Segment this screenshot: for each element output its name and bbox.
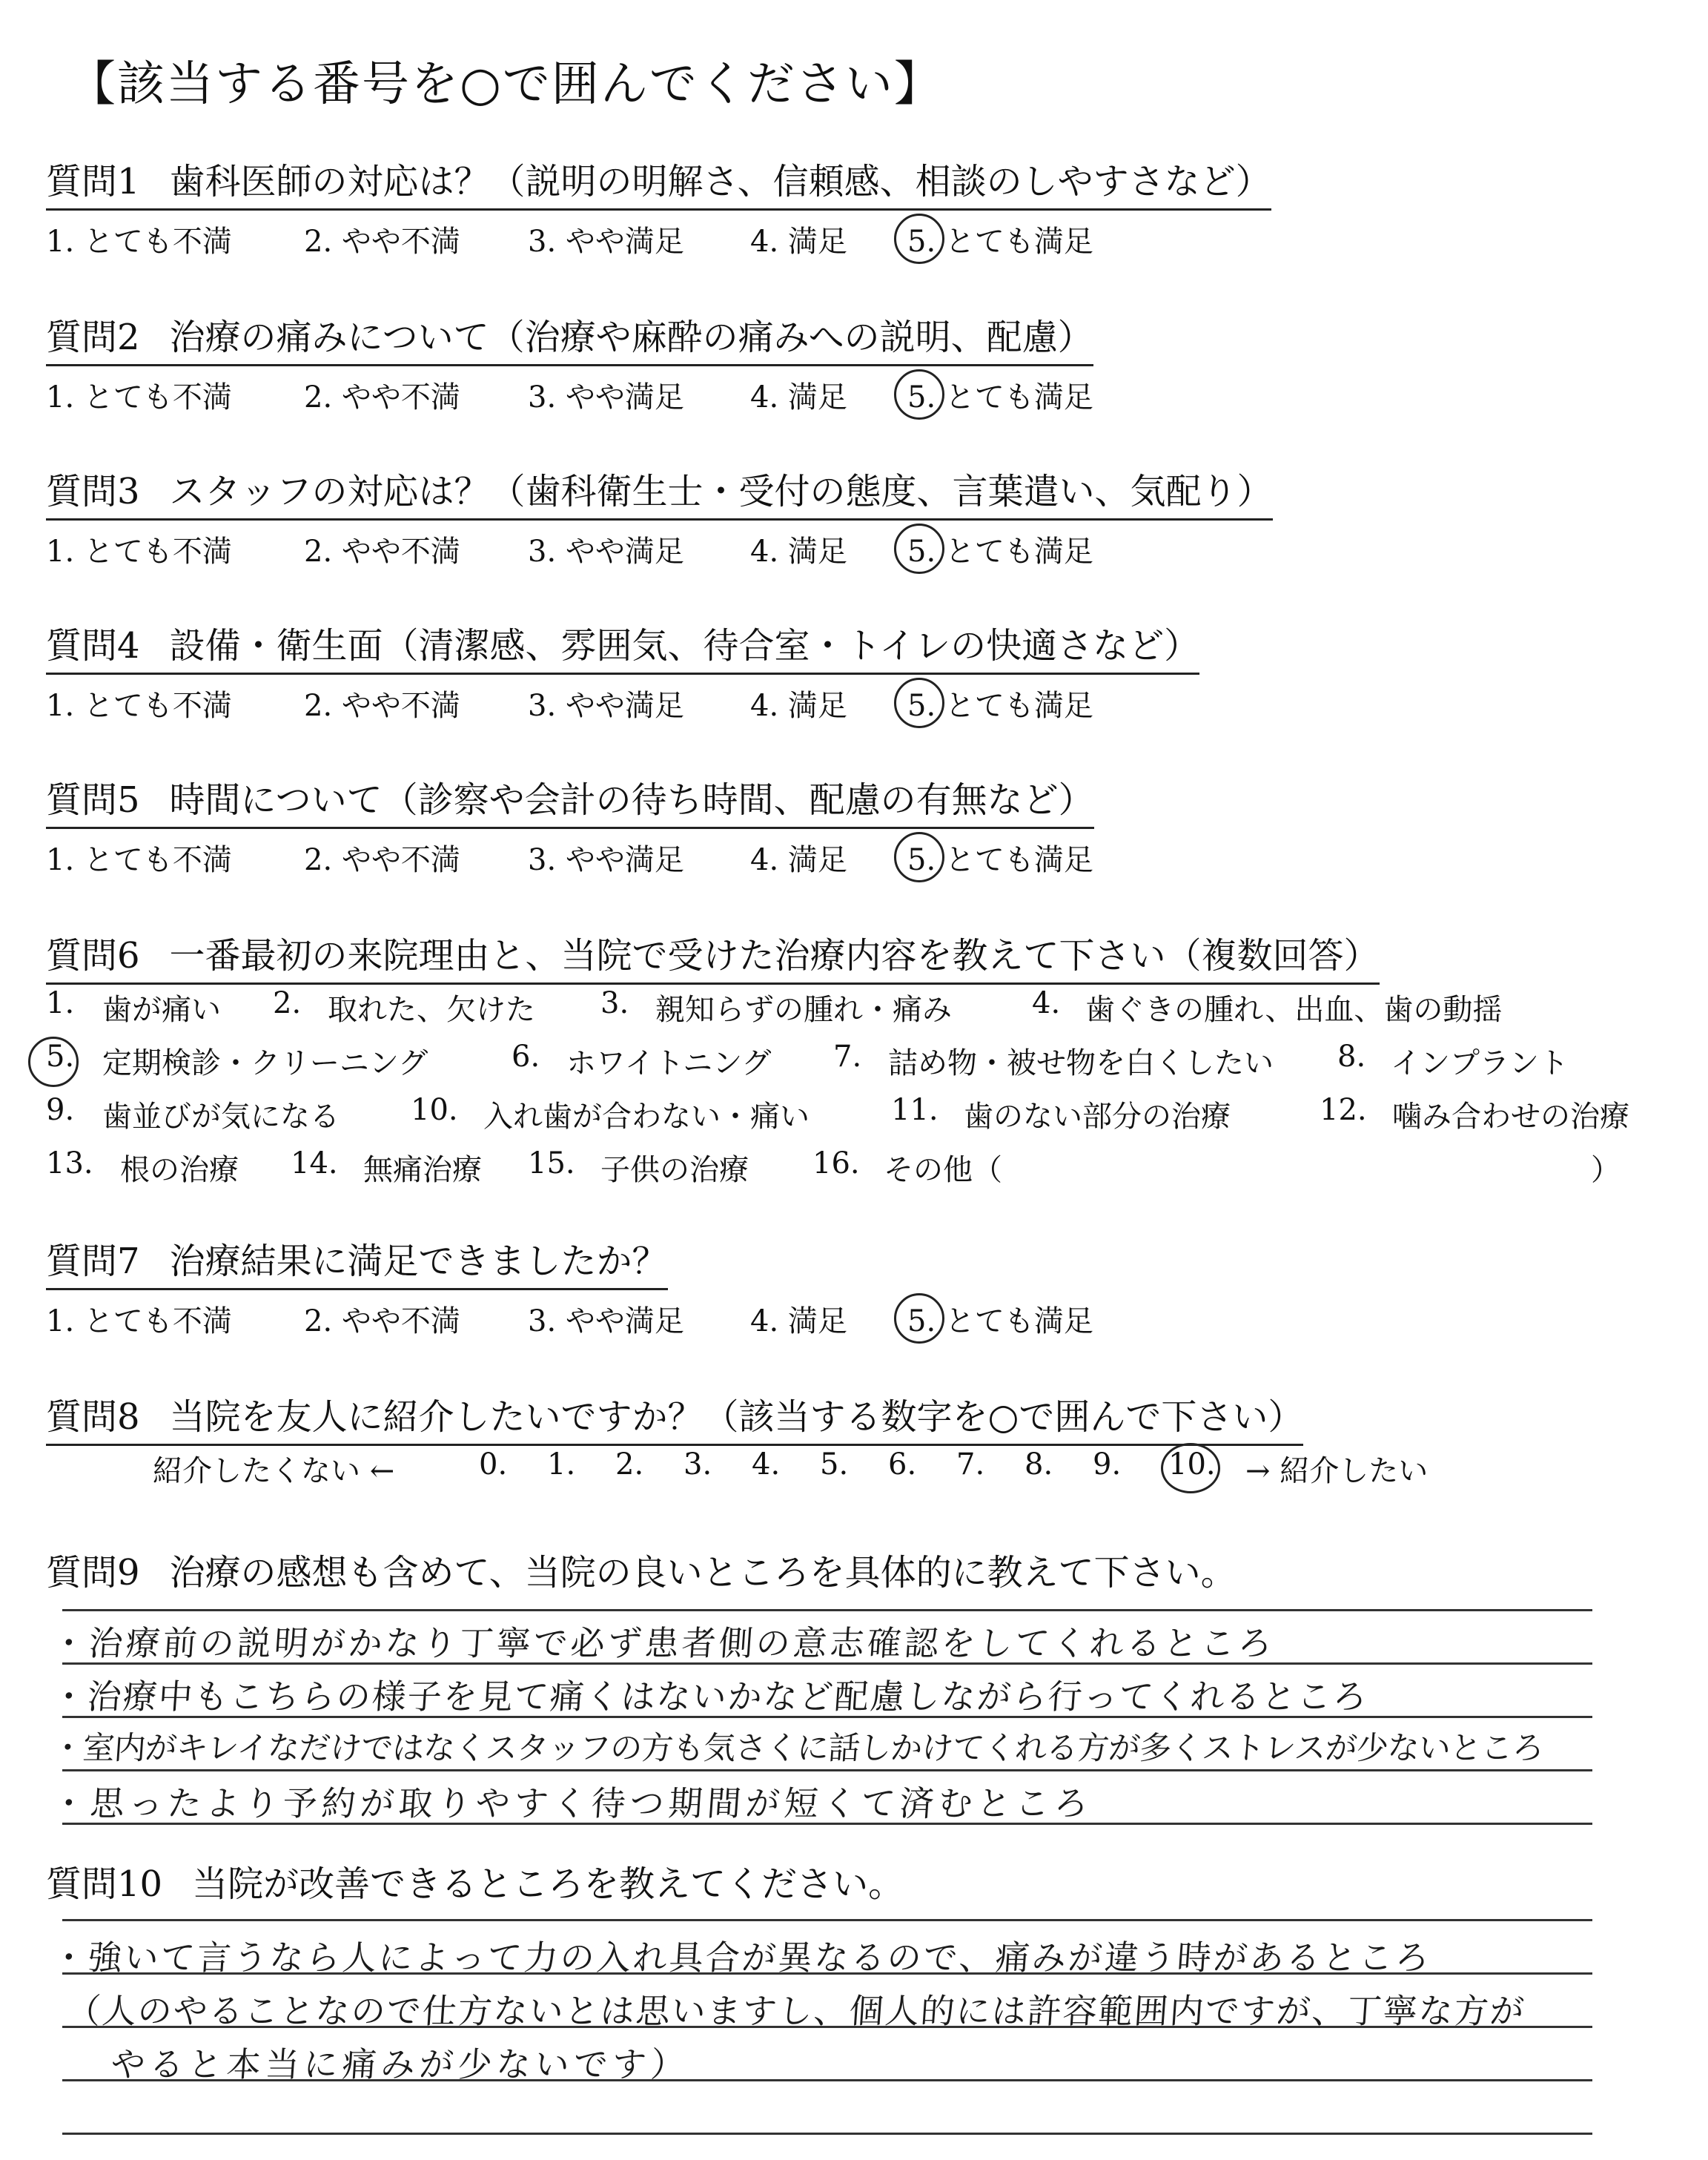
rating-option: 1. とても不満 — [46, 1304, 232, 1338]
rating-option: 1. とても不満 — [46, 225, 232, 259]
question-2-options — [46, 374, 1093, 418]
scale-value: 6. — [888, 1447, 917, 1482]
question-8-header — [46, 1388, 1303, 1446]
handwritten-answer: やると本当に痛みが少ないです） — [109, 2044, 691, 2084]
scale-value: 1. — [547, 1447, 576, 1482]
scale-value: 3. — [683, 1447, 712, 1482]
rating-option: 3. やや満足 — [528, 689, 684, 723]
rating-option: 1. とても不満 — [46, 535, 232, 569]
q6-num: 10. — [411, 1093, 458, 1127]
handwritten-answer: ・治療前の説明がかなり丁寧で必ず患者側の意志確認をしてくれるところ — [50, 1623, 1277, 1663]
q6-option: インプラント — [1391, 1046, 1569, 1080]
question-2-header — [46, 308, 1093, 366]
q6-option: 親知らずの腫れ・痛み — [655, 993, 952, 1027]
question-9-text: 治療の感想も含めて、当院の良いところを具体的に教えて下さい。 — [169, 1552, 1237, 1593]
q6-row-2 — [46, 1040, 1677, 1081]
q6-num: 9. — [46, 1093, 75, 1127]
question-7-text: 治療結果に満足できましたか？ — [169, 1241, 668, 1282]
answer-line — [62, 1609, 1592, 1611]
question-2-label: 質問2 — [46, 317, 140, 358]
q6-option: 詰め物・被せ物を白くしたい — [888, 1046, 1274, 1080]
q6-row-1 — [46, 986, 1677, 1028]
rating-option: 3. やや満足 — [528, 225, 684, 259]
question-1-options — [46, 218, 1271, 262]
q6-row-3 — [46, 1093, 1677, 1135]
answer-line — [62, 1769, 1592, 1771]
q8-scale — [46, 1447, 1677, 1489]
question-10-label: 質問10 — [46, 1863, 163, 1905]
q6-option: 噛み合わせの治療 — [1392, 1100, 1629, 1134]
question-4-label: 質問4 — [46, 625, 140, 667]
q6-num: 4. — [1032, 986, 1061, 1020]
rating-option: 4. 満足 — [750, 380, 847, 415]
rating-option: 2. やや不満 — [304, 225, 460, 259]
q6-option: ホワイトニング — [566, 1046, 772, 1080]
handwritten-answer: ・思ったより予約が取りやすく待つ期間が短くて済むところ — [50, 1783, 1094, 1823]
answer-line — [62, 1919, 1592, 1921]
question-3 — [46, 463, 1273, 572]
q6-option: 歯ぐきの腫れ、出血、歯の動揺 — [1085, 993, 1503, 1027]
handwritten-answer: （人のやることなので仕方ないとは思いますし、個人的には許容範囲内ですが、丁寧な方が — [64, 1991, 1527, 2031]
question-1-text: 歯科医師の対応は？（説明の明解さ、信頼感、相談のしやすさなど） — [169, 161, 1271, 202]
rating-option: 2. やや不満 — [304, 689, 460, 723]
q6-num: 1. — [46, 986, 75, 1020]
rating-option: 2. やや不満 — [304, 843, 460, 877]
q6-num: 8. — [1337, 1040, 1366, 1074]
question-6 — [46, 927, 1380, 985]
scale-value: 0. — [479, 1447, 508, 1482]
question-7 — [46, 1232, 1093, 1342]
rating-option: 1. とても不満 — [46, 689, 232, 723]
handwritten-answer: ・治療中もこちらの様子を見て痛くはないかなど配慮しながら行ってくれるところ — [50, 1677, 1370, 1717]
rating-option: 4. 満足 — [750, 225, 847, 259]
question-10-header — [46, 1855, 904, 1906]
page-title: 【該当する番号を○で囲んでください】 — [68, 57, 943, 112]
question-4-header — [46, 617, 1199, 675]
question-5-label: 質問5 — [46, 779, 140, 821]
question-1-label: 質問1 — [46, 161, 140, 202]
question-8 — [46, 1388, 1303, 1446]
scale-value: 10. — [1168, 1447, 1216, 1482]
question-3-options — [46, 528, 1273, 572]
q6-option: 取れた、欠けた — [328, 993, 535, 1027]
q6-option: 根の治療 — [120, 1153, 239, 1187]
rating-option: 3. やや満足 — [528, 843, 684, 877]
handwritten-answer: ・室内がキレイなだけではなくスタッフの方も気さくに話しかけてくれる方が多くストレスが少ないところ — [50, 1730, 1545, 1767]
rating-option: 3. やや満足 — [528, 1304, 684, 1338]
q8-right-label: → 紹介したい — [1245, 1454, 1429, 1488]
question-3-header — [46, 463, 1273, 521]
question-9-header — [46, 1544, 1237, 1595]
q6-num: 5. — [46, 1040, 75, 1074]
question-5-header — [46, 771, 1094, 829]
question-4-text: 設備・衛生面（清潔感、雰囲気、待合室・トイレの快適さなど） — [169, 625, 1200, 667]
q6-option: 歯が痛い — [102, 993, 221, 1027]
rating-option: 4. 満足 — [750, 1304, 847, 1338]
rating-option: 4. 満足 — [750, 535, 847, 569]
question-8-text: 当院を友人に紹介したいですか？（該当する数字を○で囲んで下さい） — [169, 1396, 1304, 1438]
question-6-header — [46, 927, 1380, 985]
rating-option: 2. やや不満 — [304, 1304, 460, 1338]
rating-option: 5. とても満足 — [907, 843, 1093, 877]
scale-value: 4. — [752, 1447, 781, 1482]
rating-option: 4. 満足 — [750, 843, 847, 877]
question-3-label: 質問3 — [46, 471, 140, 512]
question-3-text: スタッフの対応は？（歯科衛生士・受付の態度、言葉遣い、気配り） — [169, 471, 1273, 512]
q6-num: 13. — [46, 1146, 93, 1180]
question-2-text: 治療の痛みについて（治療や麻酔の痛みへの説明、配慮） — [169, 317, 1093, 358]
q6-close-paren: ） — [1591, 1153, 1621, 1187]
question-10-text: 当院が改善できるところを教えてください。 — [192, 1863, 904, 1905]
scale-value: 2. — [615, 1447, 644, 1482]
question-9-label: 質問9 — [46, 1552, 140, 1593]
scale-value: 8. — [1025, 1447, 1053, 1482]
q6-num: 7. — [833, 1040, 862, 1074]
q6-num: 6. — [512, 1040, 540, 1074]
q6-num: 15. — [528, 1146, 575, 1180]
scale-value: 7. — [956, 1447, 985, 1482]
q6-option: 子供の治療 — [600, 1153, 749, 1187]
q6-num: 12. — [1320, 1093, 1367, 1127]
question-7-header — [46, 1232, 668, 1290]
rating-option: 2. やや不満 — [304, 380, 460, 415]
question-5-text: 時間について（診察や会計の待ち時間、配慮の有無など） — [169, 779, 1094, 821]
rating-option: 5. とても満足 — [907, 225, 1093, 259]
q6-num: 16. — [812, 1146, 860, 1180]
scale-value: 5. — [820, 1447, 849, 1482]
question-7-label: 質問7 — [46, 1241, 140, 1282]
question-7-options — [46, 1298, 1093, 1342]
question-4-options — [46, 682, 1199, 727]
question-10 — [46, 1855, 904, 1906]
scale-value: 9. — [1093, 1447, 1122, 1482]
q6-option: 歯のない部分の治療 — [964, 1100, 1231, 1134]
q6-option: 定期検診・クリーニング — [102, 1046, 428, 1080]
q6-option: 歯並びが気になる — [102, 1100, 340, 1134]
question-2 — [46, 308, 1093, 418]
q6-option: 入れ歯が合わない・痛い — [483, 1100, 810, 1134]
rating-option: 5. とても満足 — [907, 1304, 1093, 1338]
q8-left-label: 紹介したくない ← — [153, 1454, 395, 1488]
rating-option: 1. とても不満 — [46, 843, 232, 877]
question-4 — [46, 617, 1199, 727]
question-1 — [46, 153, 1271, 262]
rating-option: 5. とても満足 — [907, 380, 1093, 415]
rating-option: 4. 満足 — [750, 689, 847, 723]
q6-option: その他（ — [884, 1153, 1002, 1187]
question-6-text: 一番最初の来院理由と、当院で受けた治療内容を教えて下さい（複数回答） — [169, 935, 1380, 977]
q6-option: 無痛治療 — [363, 1153, 482, 1187]
question-1-header — [46, 153, 1271, 211]
rating-option: 2. やや不満 — [304, 535, 460, 569]
rating-option: 3. やや満足 — [528, 535, 684, 569]
handwritten-answer: ・強いて言うなら人によって力の入れ具合が異なるので、痛みが違う時があるところ — [50, 1938, 1433, 1978]
rating-option: 5. とても満足 — [907, 535, 1093, 569]
q6-num: 2. — [273, 986, 302, 1020]
q6-row-4 — [46, 1146, 1677, 1188]
question-5-options — [46, 836, 1094, 881]
q6-num: 11. — [891, 1093, 939, 1127]
q6-num: 14. — [291, 1146, 338, 1180]
answer-line — [62, 2133, 1592, 2135]
question-9 — [46, 1544, 1237, 1595]
rating-option: 3. やや満足 — [528, 380, 684, 415]
question-6-label: 質問6 — [46, 935, 140, 977]
rating-option: 1. とても不満 — [46, 380, 232, 415]
question-5 — [46, 771, 1094, 881]
question-8-label: 質問8 — [46, 1396, 140, 1438]
q6-num: 3. — [600, 986, 629, 1020]
rating-option: 5. とても満足 — [907, 689, 1093, 723]
